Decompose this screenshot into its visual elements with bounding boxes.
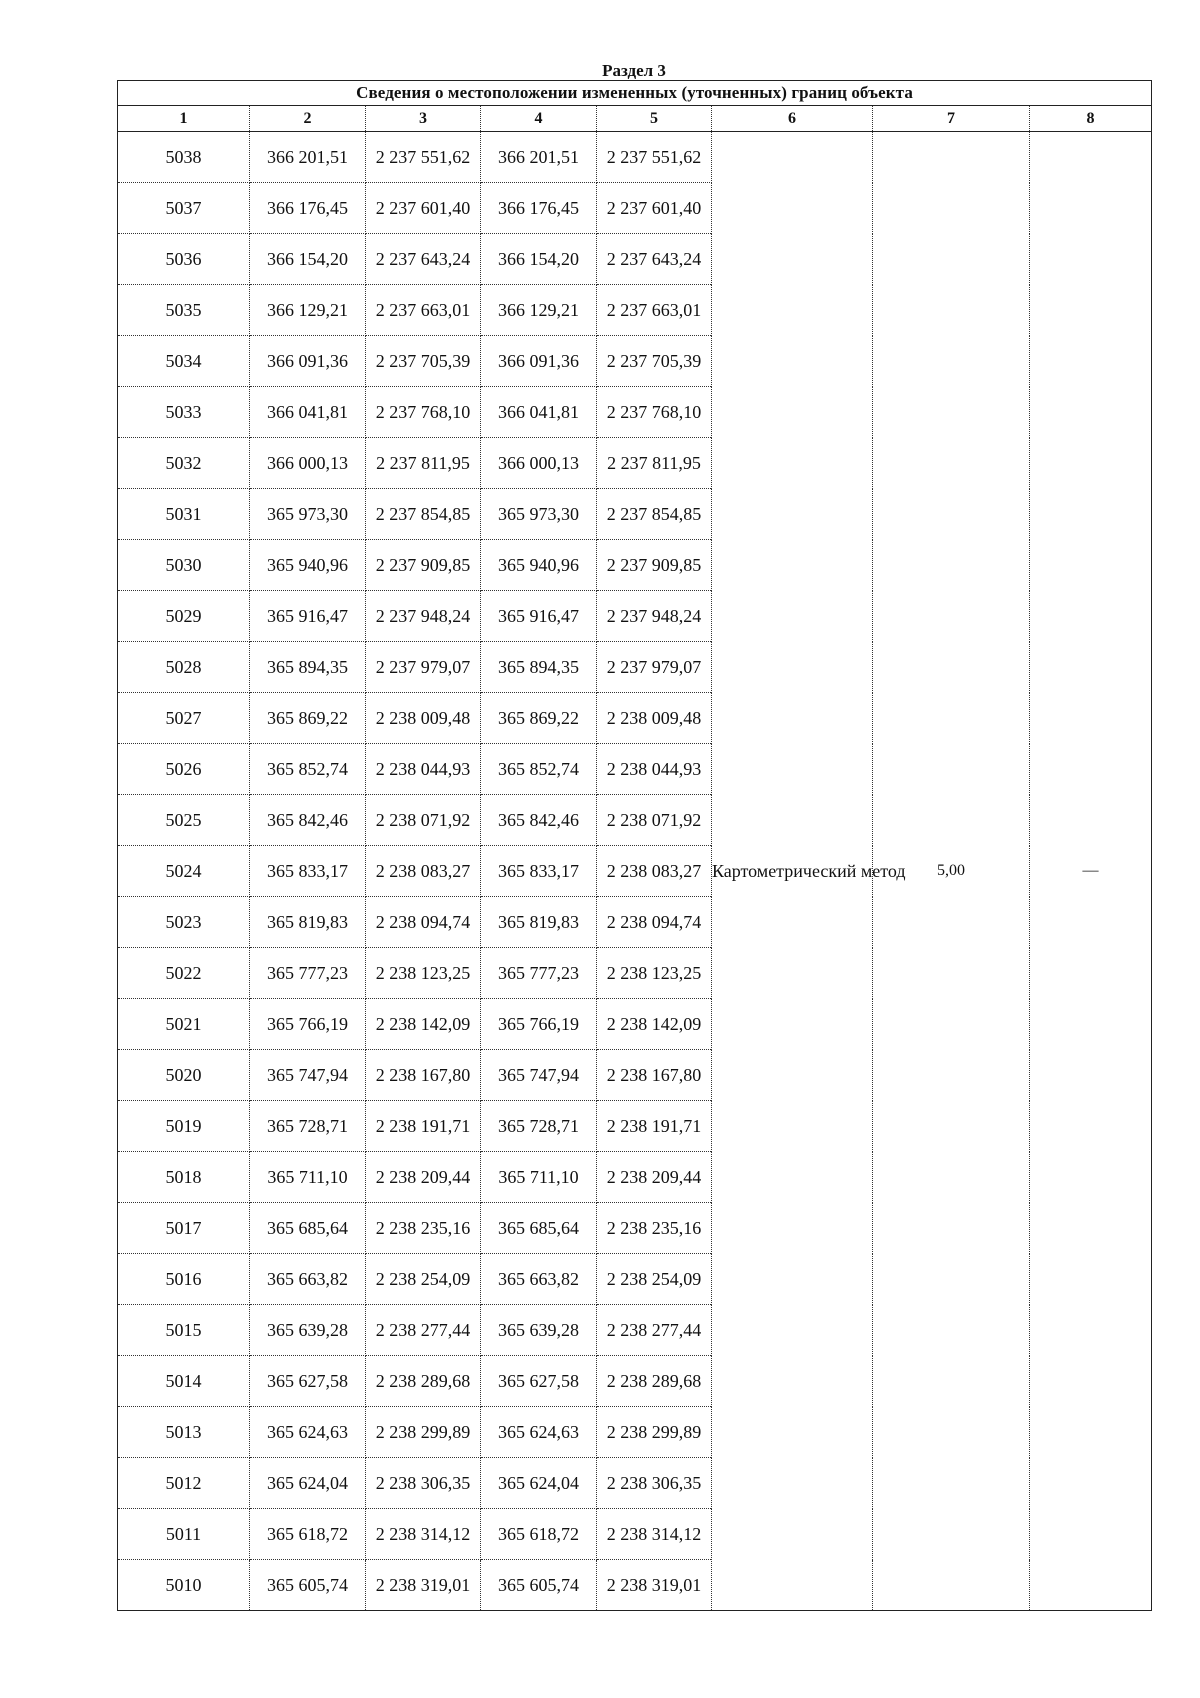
- coordinate-cell: 2 237 811,95: [597, 438, 712, 489]
- point-number-cell: 5017: [118, 1203, 250, 1254]
- accuracy-cell: 5,00: [873, 132, 1030, 1611]
- column-number: 2: [250, 106, 366, 132]
- coordinate-cell: 2 238 142,09: [366, 999, 481, 1050]
- coordinate-cell: 2 238 083,27: [366, 846, 481, 897]
- coordinate-cell: 2 238 209,44: [366, 1152, 481, 1203]
- coordinate-cell: 2 238 277,44: [597, 1305, 712, 1356]
- coordinate-cell: 365 766,19: [250, 999, 366, 1050]
- column-number: 1: [118, 106, 250, 132]
- coordinate-cell: 2 238 319,01: [366, 1560, 481, 1611]
- point-number-cell: 5020: [118, 1050, 250, 1101]
- coordinate-cell: 365 869,22: [481, 693, 597, 744]
- coordinate-cell: 2 237 601,40: [597, 183, 712, 234]
- coordinate-cell: 2 238 083,27: [597, 846, 712, 897]
- coordinate-cell: 365 728,71: [250, 1101, 366, 1152]
- coordinate-cell: 366 000,13: [250, 438, 366, 489]
- coordinate-cell: 365 842,46: [481, 795, 597, 846]
- coordinate-cell: 2 238 277,44: [366, 1305, 481, 1356]
- point-number-cell: 5012: [118, 1458, 250, 1509]
- coordinate-cell: 366 201,51: [481, 132, 597, 183]
- coordinate-cell: 365 605,74: [250, 1560, 366, 1611]
- coordinate-cell: 365 777,23: [250, 948, 366, 999]
- coordinate-cell: 365 916,47: [250, 591, 366, 642]
- coordinate-cell: 366 041,81: [481, 387, 597, 438]
- coordinate-cell: 366 041,81: [250, 387, 366, 438]
- coordinate-cell: 2 238 209,44: [597, 1152, 712, 1203]
- coordinate-cell: 365 842,46: [250, 795, 366, 846]
- coordinate-cell: 2 237 643,24: [366, 234, 481, 285]
- table-caption-row: [118, 81, 1152, 106]
- coordinate-cell: 365 766,19: [481, 999, 597, 1050]
- coordinate-cell: 2 238 167,80: [366, 1050, 481, 1101]
- coordinate-cell: 2 238 191,71: [366, 1101, 481, 1152]
- coordinate-cell: 2 237 643,24: [597, 234, 712, 285]
- coordinate-cell: 2 238 094,74: [597, 897, 712, 948]
- point-number-cell: 5013: [118, 1407, 250, 1458]
- coordinate-cell: 2 237 768,10: [597, 387, 712, 438]
- coordinate-cell: 2 237 551,62: [597, 132, 712, 183]
- point-number-cell: 5033: [118, 387, 250, 438]
- coordinate-cell: 365 728,71: [481, 1101, 597, 1152]
- coordinate-cell: 365 852,74: [250, 744, 366, 795]
- coordinate-cell: 2 237 948,24: [366, 591, 481, 642]
- coordinate-cell: 2 238 254,09: [597, 1254, 712, 1305]
- coordinate-cell: 2 238 191,71: [597, 1101, 712, 1152]
- coordinate-cell: 2 238 314,12: [597, 1509, 712, 1560]
- coordinate-cell: 2 237 663,01: [366, 285, 481, 336]
- coordinate-cell: 2 237 705,39: [366, 336, 481, 387]
- coordinate-cell: 2 238 289,68: [366, 1356, 481, 1407]
- coordinate-cell: 365 973,30: [250, 489, 366, 540]
- coordinate-cell: 2 238 167,80: [597, 1050, 712, 1101]
- coordinate-cell: 366 176,45: [250, 183, 366, 234]
- point-number-cell: 5025: [118, 795, 250, 846]
- coordinate-cell: 365 624,04: [481, 1458, 597, 1509]
- point-number-cell: 5023: [118, 897, 250, 948]
- column-number: 7: [873, 106, 1030, 132]
- coordinate-cell: 365 940,96: [481, 540, 597, 591]
- coordinate-cell: 2 237 979,07: [366, 642, 481, 693]
- coordinate-cell: 2 237 948,24: [597, 591, 712, 642]
- coordinate-cell: 365 618,72: [481, 1509, 597, 1560]
- coordinate-cell: 365 663,82: [250, 1254, 366, 1305]
- table-caption: Сведения о местоположении измененных (уточненных) границ объекта: [118, 81, 1152, 106]
- point-number-cell: 5037: [118, 183, 250, 234]
- coordinate-cell: 2 237 663,01: [597, 285, 712, 336]
- point-number-cell: 5018: [118, 1152, 250, 1203]
- coordinate-cell: 2 238 009,48: [366, 693, 481, 744]
- coordinate-cell: 365 711,10: [250, 1152, 366, 1203]
- coordinate-cell: 365 777,23: [481, 948, 597, 999]
- point-number-cell: 5021: [118, 999, 250, 1050]
- coordinate-cell: 2 238 235,16: [597, 1203, 712, 1254]
- coordinate-cell: 365 973,30: [481, 489, 597, 540]
- coordinate-cell: 2 237 909,85: [366, 540, 481, 591]
- coordinate-cell: 366 154,20: [250, 234, 366, 285]
- coordinate-cell: 365 819,83: [250, 897, 366, 948]
- section-title: Раздел 3: [602, 61, 666, 80]
- coordinate-cell: 366 091,36: [250, 336, 366, 387]
- coordinate-cell: 2 238 044,93: [597, 744, 712, 795]
- point-number-cell: 5034: [118, 336, 250, 387]
- coordinate-cell: 2 238 123,25: [597, 948, 712, 999]
- coordinate-cell: 2 238 306,35: [366, 1458, 481, 1509]
- coordinate-cell: 365 685,64: [481, 1203, 597, 1254]
- coordinates-table: [117, 80, 1152, 1611]
- method-cell: [712, 132, 906, 1611]
- coordinate-cell: 2 238 071,92: [597, 795, 712, 846]
- coordinate-cell: 2 238 094,74: [366, 897, 481, 948]
- coordinate-cell: 366 201,51: [250, 132, 366, 183]
- coordinate-cell: 365 894,35: [250, 642, 366, 693]
- point-number-cell: 5031: [118, 489, 250, 540]
- coordinate-cell: 366 176,45: [481, 183, 597, 234]
- point-number-cell: 5011: [118, 1509, 250, 1560]
- coordinate-cell: 365 894,35: [481, 642, 597, 693]
- method-text: Картометрический метод: [712, 860, 906, 881]
- point-number-cell: 5035: [118, 285, 250, 336]
- table-row: [118, 132, 1152, 183]
- coordinate-cell: 2 237 705,39: [597, 336, 712, 387]
- coordinate-cell: 366 129,21: [250, 285, 366, 336]
- coordinate-cell: 2 237 551,62: [366, 132, 481, 183]
- coordinate-cell: 365 916,47: [481, 591, 597, 642]
- column-numbers-row: [118, 106, 1152, 132]
- coordinate-cell: 365 618,72: [250, 1509, 366, 1560]
- point-number-cell: 5015: [118, 1305, 250, 1356]
- coordinate-cell: 2 238 044,93: [366, 744, 481, 795]
- coordinate-cell: 365 624,63: [250, 1407, 366, 1458]
- coordinate-cell: 2 237 854,85: [597, 489, 712, 540]
- point-number-cell: 5038: [118, 132, 250, 183]
- coordinate-cell: 2 238 299,89: [366, 1407, 481, 1458]
- column-number: 3: [366, 106, 481, 132]
- coordinate-cell: 365 711,10: [481, 1152, 597, 1203]
- coordinate-cell: 366 129,21: [481, 285, 597, 336]
- coordinate-cell: 2 237 979,07: [597, 642, 712, 693]
- coordinate-cell: 2 238 142,09: [597, 999, 712, 1050]
- coordinate-cell: 2 238 123,25: [366, 948, 481, 999]
- coordinate-cell: 365 869,22: [250, 693, 366, 744]
- coordinate-cell: 2 237 768,10: [366, 387, 481, 438]
- coordinate-cell: 365 685,64: [250, 1203, 366, 1254]
- coordinate-cell: 365 833,17: [481, 846, 597, 897]
- coordinate-cell: 2 237 854,85: [366, 489, 481, 540]
- coordinate-cell: 2 238 009,48: [597, 693, 712, 744]
- point-number-cell: 5036: [118, 234, 250, 285]
- point-number-cell: 5019: [118, 1101, 250, 1152]
- point-number-cell: 5030: [118, 540, 250, 591]
- coordinate-cell: 365 639,28: [481, 1305, 597, 1356]
- coordinate-cell: 365 663,82: [481, 1254, 597, 1305]
- point-number-cell: 5016: [118, 1254, 250, 1305]
- point-number-cell: 5026: [118, 744, 250, 795]
- coordinate-cell: 2 237 811,95: [366, 438, 481, 489]
- coordinate-cell: 2 237 909,85: [597, 540, 712, 591]
- coordinate-cell: 365 940,96: [250, 540, 366, 591]
- column-number: 6: [712, 106, 873, 132]
- coordinate-cell: 366 154,20: [481, 234, 597, 285]
- coordinate-cell: 365 747,94: [250, 1050, 366, 1101]
- coordinate-cell: 365 624,63: [481, 1407, 597, 1458]
- column-number: 4: [481, 106, 597, 132]
- note-cell: —: [1030, 132, 1152, 1611]
- coordinate-cell: 365 833,17: [250, 846, 366, 897]
- point-number-cell: 5032: [118, 438, 250, 489]
- coordinate-cell: 2 238 235,16: [366, 1203, 481, 1254]
- column-number: 5: [597, 106, 712, 132]
- point-number-cell: 5010: [118, 1560, 250, 1611]
- coordinate-cell: 2 238 314,12: [366, 1509, 481, 1560]
- coordinate-cell: 2 238 306,35: [597, 1458, 712, 1509]
- coordinate-cell: 365 639,28: [250, 1305, 366, 1356]
- coordinate-cell: 365 624,04: [250, 1458, 366, 1509]
- coordinate-cell: 365 747,94: [481, 1050, 597, 1101]
- coordinate-cell: 365 852,74: [481, 744, 597, 795]
- coordinate-cell: 366 000,13: [481, 438, 597, 489]
- point-number-cell: 5024: [118, 846, 250, 897]
- coordinate-cell: 2 238 299,89: [597, 1407, 712, 1458]
- coordinate-cell: 365 627,58: [481, 1356, 597, 1407]
- coordinate-cell: 365 819,83: [481, 897, 597, 948]
- coordinate-cell: 2 238 254,09: [366, 1254, 481, 1305]
- coordinate-cell: 2 238 071,92: [366, 795, 481, 846]
- coordinate-cell: 2 238 289,68: [597, 1356, 712, 1407]
- column-number: 8: [1030, 106, 1152, 132]
- coordinate-cell: 2 237 601,40: [366, 183, 481, 234]
- coordinate-cell: 365 605,74: [481, 1560, 597, 1611]
- point-number-cell: 5022: [118, 948, 250, 999]
- point-number-cell: 5029: [118, 591, 250, 642]
- coordinate-cell: 365 627,58: [250, 1356, 366, 1407]
- document-page: [117, 62, 1151, 1611]
- point-number-cell: 5028: [118, 642, 250, 693]
- point-number-cell: 5014: [118, 1356, 250, 1407]
- point-number-cell: 5027: [118, 693, 250, 744]
- coordinate-cell: 2 238 319,01: [597, 1560, 712, 1611]
- coordinate-cell: 366 091,36: [481, 336, 597, 387]
